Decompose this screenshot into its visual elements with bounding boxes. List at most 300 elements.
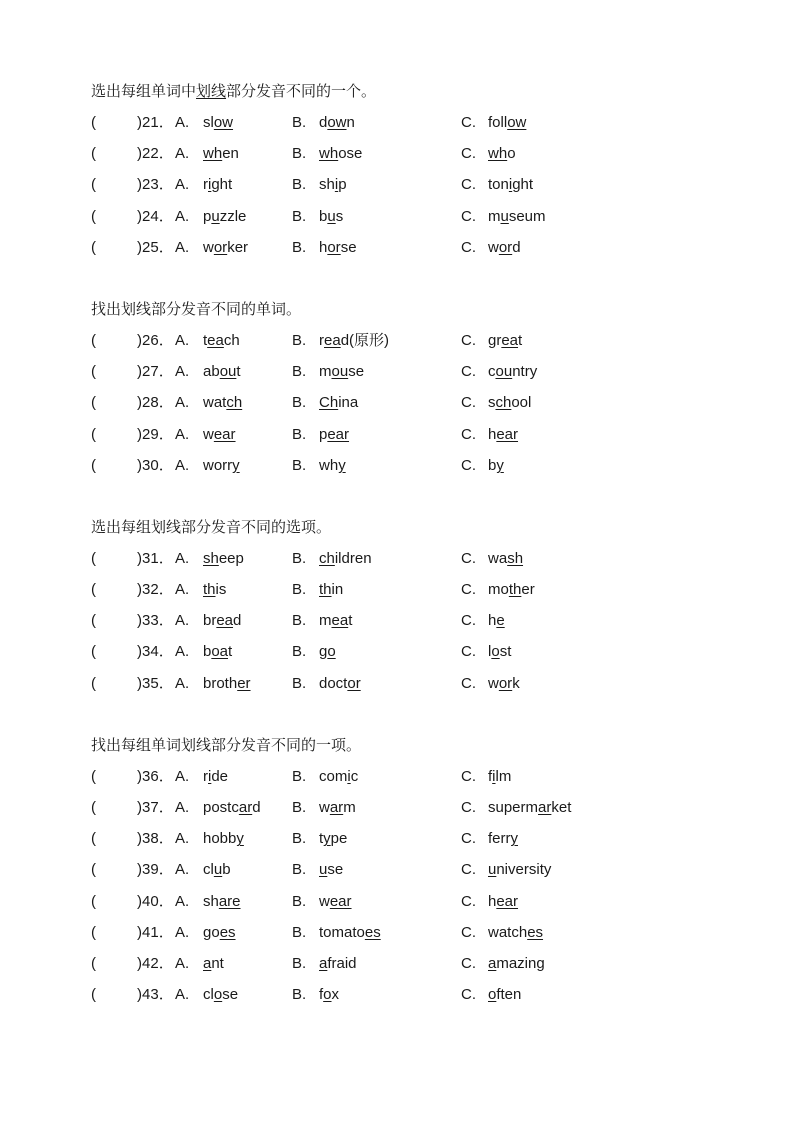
word-part: se [327,861,344,879]
answer-blank-close-paren: ) [137,145,142,163]
answer-blank-open-paren[interactable]: ( [91,363,96,381]
question-number [137,356,174,387]
question-row [91,138,711,169]
question-number [137,854,174,885]
word-part: w [203,238,214,256]
section-heading: 找出每组单词划线部分发音不同的一项。 [91,736,362,754]
word-part: b [203,643,212,661]
answer-blank-close-paren: ) [137,923,142,941]
underlined-letters: es [527,923,544,941]
question-number-value: 33 [142,612,159,630]
word-part: p [319,425,328,443]
underlined-letters: a [319,954,328,972]
option-b-letter: B. [292,207,307,225]
underlined-letters: es [219,923,236,941]
option-a-letter: A. [175,581,190,599]
underlined-letters: a [203,954,212,972]
word-part: m [319,363,332,381]
underlined-letters: ch [495,394,512,412]
underlined-letters: ch [319,549,335,567]
underlined-letters: wh [203,145,223,163]
question-number-value: 29 [142,425,159,443]
question-number-separator: ． [158,799,174,816]
option-a-word [203,917,236,948]
question-number-separator: ． [158,830,174,848]
question-row [91,761,711,792]
option-c-word [488,543,523,574]
word-part: o [507,145,516,163]
option-c-letter: C. [461,954,476,972]
answer-blank-close-paren: ) [137,176,142,194]
option-a-letter: A. [175,145,190,163]
underlined-letters: ea [501,331,519,349]
underlined-letters: ea [331,612,349,630]
question-number-separator: ． [158,238,174,256]
word-part: fraid [327,954,357,972]
underlined-letters: y [236,830,244,848]
option-c-letter: C. [461,114,476,131]
option-b-word [319,917,381,948]
option-a-word [203,387,242,418]
option-b-letter: B. [292,674,307,692]
underlined-letters: oa [211,643,229,661]
answer-blank-open-paren[interactable]: ( [91,954,96,972]
option-a-word [203,854,231,885]
underlined-letters: ar [538,799,552,816]
option-c-letter: C. [461,145,476,163]
question-number [137,387,174,418]
question-row [91,605,711,636]
word-part: t [236,363,241,381]
answer-blank-close-paren: ) [137,674,142,692]
answer-blank-open-paren[interactable]: ( [91,425,96,443]
answer-blank-open-paren[interactable]: ( [91,861,96,879]
option-b-letter: B. [292,145,307,163]
option-c-letter: C. [461,861,476,879]
underlined-letters: ar [329,799,344,816]
option-a-word [203,823,244,854]
word-part: sl [203,114,214,131]
underlined-letters: ow [213,114,234,131]
word-part: ket [551,799,572,816]
word-part: cl [203,861,214,879]
underlined-letters: sh [507,549,524,567]
word-part: doct [319,674,348,692]
option-b-letter: B. [292,643,307,661]
option-b-word [319,668,361,699]
option-b-word [319,450,346,481]
underlined-letters: o [327,643,336,661]
word-part: w [488,674,499,692]
word-part: ina [338,394,359,412]
question-number [137,605,174,636]
underlined-letters: i [334,176,339,194]
word-part: b [222,861,231,879]
option-c-word [488,201,546,232]
word-part: x [331,986,340,1004]
word-part: w [203,425,214,443]
word-part: eep [218,549,244,567]
word-part: ose [338,145,363,163]
word-part: b [319,207,328,225]
word-part: d [252,799,261,816]
answer-blank-close-paren: ) [137,114,142,131]
word-part: nt [211,954,224,972]
answer-blank-close-paren: ) [137,986,142,1004]
underlined-letters: or [498,674,513,692]
underlined-letters: i [347,767,351,785]
question-row [91,419,711,450]
question-number-value: 26 [142,331,159,349]
option-c-letter: C. [461,176,476,194]
question-number [137,450,174,481]
answer-blank-open-paren[interactable]: ( [91,114,96,131]
underlined-letters: u [488,861,497,879]
question-number-value: 41 [142,923,159,941]
word-part: p [338,176,347,194]
question-row [91,169,711,200]
option-c-letter: C. [461,799,476,816]
option-c-word [488,979,521,1010]
question-number-separator: ． [158,363,174,381]
option-c-word [488,761,511,792]
option-a-word [203,201,246,232]
underlined-letters: u [319,861,328,879]
word-part: m [343,799,356,816]
question-section [91,294,711,481]
question-number [137,636,174,667]
question-number-value: 36 [142,767,159,785]
option-c-letter: C. [461,612,476,630]
answer-blank-open-paren[interactable]: ( [91,767,96,785]
word-part: gr [488,331,502,349]
word-part: s [488,394,496,412]
option-a-letter: A. [175,114,190,131]
word-part: t [203,331,208,349]
option-c-word [488,948,545,979]
option-c-letter: C. [461,923,476,941]
question-number-value: 28 [142,394,159,412]
option-a-word [203,450,240,481]
answer-blank-close-paren: ) [137,456,142,474]
question-number-value: 40 [142,892,159,910]
option-c-letter: C. [461,892,476,910]
word-part: d(原形) [340,331,390,349]
answer-blank-open-paren[interactable]: ( [91,176,96,194]
underlined-letters: ch [226,394,243,412]
question-row [91,387,711,418]
option-a-word [203,543,244,574]
underlined-letters: o [491,643,500,661]
word-part: ght [211,176,233,194]
option-b-letter: B. [292,331,307,349]
question-row [91,450,711,481]
question-number-separator: ． [158,892,174,910]
question-section [91,512,711,699]
question-number-separator: ． [158,394,174,412]
word-part: m [488,207,501,225]
answer-blank-open-paren[interactable]: ( [91,612,96,630]
option-b-word [319,761,358,792]
answer-blank-open-paren[interactable]: ( [91,238,96,256]
underlined-letters: o [213,986,223,1004]
word-part: w [488,238,499,256]
option-b-letter: B. [292,612,307,630]
option-b-letter: B. [292,456,307,474]
option-b-letter: B. [292,425,307,443]
option-c-word [488,668,520,699]
underlined-letters: u [500,207,509,225]
question-number-separator: ． [158,861,174,879]
underlined-letters: ear [213,425,236,443]
word-part: en [222,145,239,163]
option-a-word [203,886,241,917]
answer-blank-close-paren: ) [137,581,142,599]
question-number [137,979,174,1010]
underlined-letters: y [338,456,346,474]
option-b-word [319,107,355,138]
question-number-separator: ． [158,207,174,225]
question-number [137,138,174,169]
question-number-separator: ． [158,674,174,692]
answer-blank-open-paren[interactable]: ( [91,581,96,599]
option-b-letter: B. [292,861,307,879]
question-number [137,201,174,232]
option-c-letter: C. [461,394,476,412]
underlined-letters: ea [207,331,224,349]
question-number-separator: ． [158,581,174,599]
word-part: mazing [496,954,545,972]
word-part: w [319,892,330,910]
option-c-letter: C. [461,549,476,567]
option-c-word [488,917,543,948]
answer-blank-open-paren[interactable]: ( [91,892,96,910]
option-a-letter: A. [175,207,190,225]
option-a-letter: A. [175,238,190,256]
word-part: hobb [203,830,237,848]
heading-text-part: 划线 [196,83,227,100]
question-number [137,792,174,823]
answer-blank-open-paren[interactable]: ( [91,674,96,692]
word-part: in [331,581,344,599]
word-part: lm [495,767,512,785]
question-number-value: 27 [142,363,159,381]
underlined-letters: i [208,176,212,194]
word-part: d [319,114,328,131]
answer-blank-open-paren[interactable]: ( [91,643,96,661]
option-b-word [319,201,343,232]
option-b-letter: B. [292,176,307,194]
word-part: p [203,207,212,225]
answer-blank-close-paren: ) [137,549,142,567]
question-number-separator: ． [158,425,174,443]
answer-blank-open-paren[interactable]: ( [91,394,96,412]
option-b-letter: B. [292,114,307,131]
word-part: w [319,799,330,816]
word-part: l [488,643,492,661]
question-number [137,325,174,356]
option-b-letter: B. [292,986,307,1004]
question-number-separator: ． [158,331,174,349]
answer-blank-close-paren: ) [137,238,142,256]
option-a-letter: A. [175,830,190,848]
underlined-letters: ea [324,331,341,349]
word-part: s [335,207,344,225]
underlined-letters: Ch [319,394,339,412]
word-part: t [228,643,233,661]
option-c-word [488,886,518,917]
option-c-word [488,792,571,823]
word-part: cl [203,986,214,1004]
word-part: se [222,986,239,1004]
option-b-word [319,574,343,605]
option-a-word [203,169,232,200]
underlined-letters: ou [495,363,513,381]
question-number [137,419,174,450]
answer-blank-open-paren[interactable]: ( [91,145,96,163]
word-part: is [215,581,227,599]
option-c-letter: C. [461,456,476,474]
option-c-word [488,138,516,169]
worksheet [91,76,711,1041]
option-a-letter: A. [175,456,190,474]
option-b-word [319,636,336,667]
underlined-letters: er [237,674,251,692]
underlined-letters: i [492,767,496,785]
word-part: niversity [496,861,552,879]
option-a-word [203,792,261,823]
option-b-word [319,854,343,885]
question-number-separator: ． [158,954,174,972]
word-part: de [211,767,229,785]
answer-blank-open-paren[interactable]: ( [91,830,96,848]
answer-blank-close-paren: ) [137,331,142,349]
underlined-letters: ow [507,114,527,131]
underlined-letters: u [211,207,220,225]
option-c-word [488,823,518,854]
option-a-word [203,605,241,636]
word-part: wat [203,394,227,412]
question-number-value: 21 [142,114,159,131]
answer-blank-close-paren: ) [137,207,142,225]
option-a-letter: A. [175,799,190,816]
answer-blank-close-paren: ) [137,394,142,412]
question-number-separator: ． [158,767,174,785]
option-c-word [488,605,505,636]
underlined-letters: o [323,986,332,1004]
option-b-word [319,605,352,636]
question-number [137,668,174,699]
option-a-word [203,419,236,450]
word-part: ildren [334,549,372,567]
word-part: pe [330,830,348,848]
option-a-word [203,138,239,169]
word-part: se [348,363,365,381]
word-part: h [319,238,328,256]
word-part: h [488,892,497,910]
word-part: c [488,363,496,381]
option-a-word [203,325,240,356]
option-b-word [319,886,352,917]
underlined-letters: ar [238,799,253,816]
question-row [91,792,711,823]
question-number-value: 43 [142,986,159,1004]
word-part: worr [203,456,233,474]
word-part: er [521,581,535,599]
option-b-word [319,138,362,169]
option-a-word [203,107,233,138]
question-number [137,574,174,605]
word-part: wh [319,456,339,474]
question-number-value: 32 [142,581,159,599]
answer-blank-open-paren[interactable]: ( [91,207,96,225]
underlined-letters: e [496,612,505,630]
word-part: ton [488,176,509,194]
answer-blank-open-paren[interactable]: ( [91,799,96,816]
option-b-word [319,419,349,450]
question-number-value: 37 [142,799,159,816]
word-part: d [512,238,521,256]
option-a-letter: A. [175,363,190,381]
underlined-letters: a [488,954,497,972]
question-number [137,232,174,263]
option-a-letter: A. [175,394,190,412]
option-c-word [488,636,511,667]
question-number-value: 22 [142,145,159,163]
underlined-letters: or [213,238,228,256]
answer-blank-open-paren[interactable]: ( [91,456,96,474]
question-number [137,917,174,948]
word-part: f [319,986,324,1004]
question-row [91,107,711,138]
answer-blank-open-paren[interactable]: ( [91,986,96,1004]
option-b-letter: B. [292,923,307,941]
question-row [91,854,711,885]
question-row [91,917,711,948]
question-row [91,325,711,356]
question-number [137,107,174,138]
underlined-letters: th [319,581,332,599]
word-part: sh [319,176,335,194]
word-part: mo [488,581,509,599]
question-row [91,668,711,699]
underlined-letters: wh [319,145,339,163]
underlined-letters: sh [203,549,219,567]
option-b-word [319,948,357,979]
option-a-letter: A. [175,986,190,1004]
answer-blank-open-paren[interactable]: ( [91,549,96,567]
word-part: superm [488,799,539,816]
underlined-letters: ear [327,425,350,443]
word-part: g [319,643,328,661]
word-part: ght [512,176,534,194]
answer-blank-open-paren[interactable]: ( [91,331,96,349]
option-a-word [203,948,224,979]
option-a-letter: A. [175,176,190,194]
option-c-word [488,450,504,481]
answer-blank-close-paren: ) [137,643,142,661]
option-b-letter: B. [292,238,307,256]
question-number-value: 30 [142,456,159,474]
answer-blank-open-paren[interactable]: ( [91,923,96,941]
question-number-value: 23 [142,176,159,194]
question-number-separator: ． [158,456,174,474]
question-number-separator: ． [158,114,174,131]
option-a-word [203,636,232,667]
option-c-letter: C. [461,207,476,225]
question-number [137,169,174,200]
question-section [91,730,711,1011]
